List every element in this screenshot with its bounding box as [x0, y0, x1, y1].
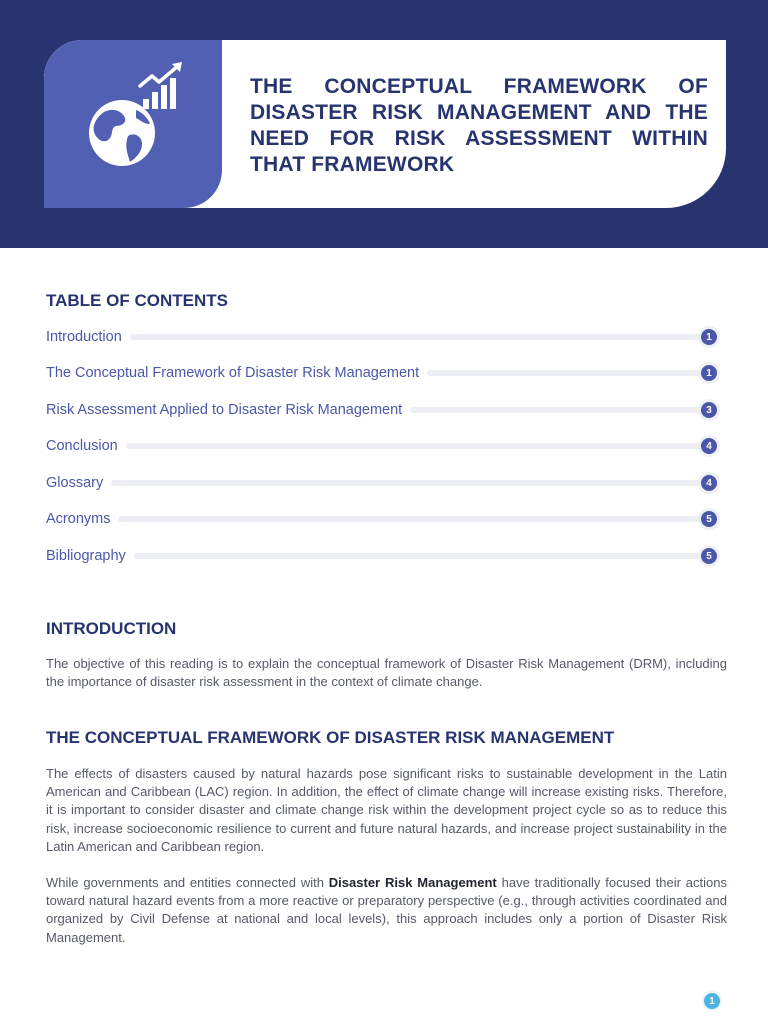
para2-text-before: While governments and entities connected with	[46, 875, 329, 890]
toc-leader-line	[118, 516, 702, 522]
toc-item-label: Bibliography	[46, 548, 126, 564]
para2-bold-term: Disaster Risk Management	[328, 875, 497, 890]
toc-page-number: 4	[701, 475, 717, 491]
toc-item-label: Glossary	[46, 475, 104, 491]
toc-page-badge	[698, 435, 720, 457]
toc-leader-line	[410, 407, 702, 413]
toc-page-badge	[698, 545, 720, 567]
framework-paragraph-1: The effects of disasters caused by natural hazards pose significant risks to sustainable development in the Latin American and Caribbean (LAC) region. In addition, the effect of climate change will increase existing risks. Therefore, it is important to consider disaster and climate change risk within the development project cycle so as to reduce this risk, increase socioeconomic resilience to current and future natural hazards, and increase project sustainability in the Latin American and Caribbean region.	[46, 766, 727, 854]
document-title: THE CONCEPTUAL FRAMEWORK OF DISASTER RISK MANAGEMENT AND THE NEED FOR RISK ASSESSMENT WITHIN THAT FRAMEWORK	[250, 75, 708, 176]
toc-page-number: 1	[701, 365, 717, 381]
page-number: 1	[704, 993, 720, 1009]
title-card	[44, 40, 726, 208]
toc-item-label: Acronyms	[46, 511, 111, 527]
toc-leader-line	[427, 370, 702, 376]
toc-page-number: 1	[701, 329, 717, 345]
toc-item[interactable]	[46, 507, 720, 531]
toc-heading: TABLE OF CONTENTS	[46, 291, 228, 310]
toc-page-number: 5	[701, 548, 717, 564]
toc-item[interactable]	[46, 398, 720, 422]
toc-leader-line	[130, 334, 702, 340]
toc-item[interactable]	[46, 361, 720, 385]
toc-item[interactable]	[46, 325, 720, 349]
toc-page-number: 4	[701, 438, 717, 454]
framework-paragraph-2	[46, 874, 727, 947]
toc-page-number: 5	[701, 511, 717, 527]
toc-item-label: Risk Assessment Applied to Disaster Risk Management	[46, 402, 403, 418]
toc-leader-line	[126, 443, 702, 449]
toc-page-badge	[698, 326, 720, 348]
toc-item[interactable]	[46, 471, 720, 495]
toc-page-badge	[698, 472, 720, 494]
introduction-text: The objective of this reading is to explain the conceptual framework of Disaster Risk Management (DRM), including the importance of disaster risk assessment in the context of climate change.	[46, 656, 727, 690]
toc-item-label: Introduction	[46, 329, 122, 345]
page-number-badge	[702, 991, 722, 1011]
introduction-heading: INTRODUCTION	[46, 619, 177, 638]
toc-page-badge	[698, 508, 720, 530]
framework-heading: THE CONCEPTUAL FRAMEWORK OF DISASTER RISK MANAGEMENT	[46, 728, 615, 747]
toc-page-number: 3	[701, 402, 717, 418]
globe-growth-chart-icon	[44, 40, 222, 208]
toc-page-badge	[698, 399, 720, 421]
icon-block	[44, 40, 222, 208]
toc-page-badge	[698, 362, 720, 384]
para2-text-after: have traditionally focused their actions toward natural hazard events from a more reactive or preparatory perspective (e.g., through activities coordinated and organized by Civil Defense at national and local levels), this approach includes only a portion of Disaster Risk Management.	[46, 875, 727, 945]
toc-item[interactable]	[46, 434, 720, 458]
toc-item-label: The Conceptual Framework of Disaster Risk Management	[46, 365, 420, 381]
toc-item-label: Conclusion	[46, 438, 118, 454]
toc-leader-line	[111, 480, 702, 486]
toc-item[interactable]	[46, 544, 720, 568]
toc-leader-line	[134, 553, 702, 559]
